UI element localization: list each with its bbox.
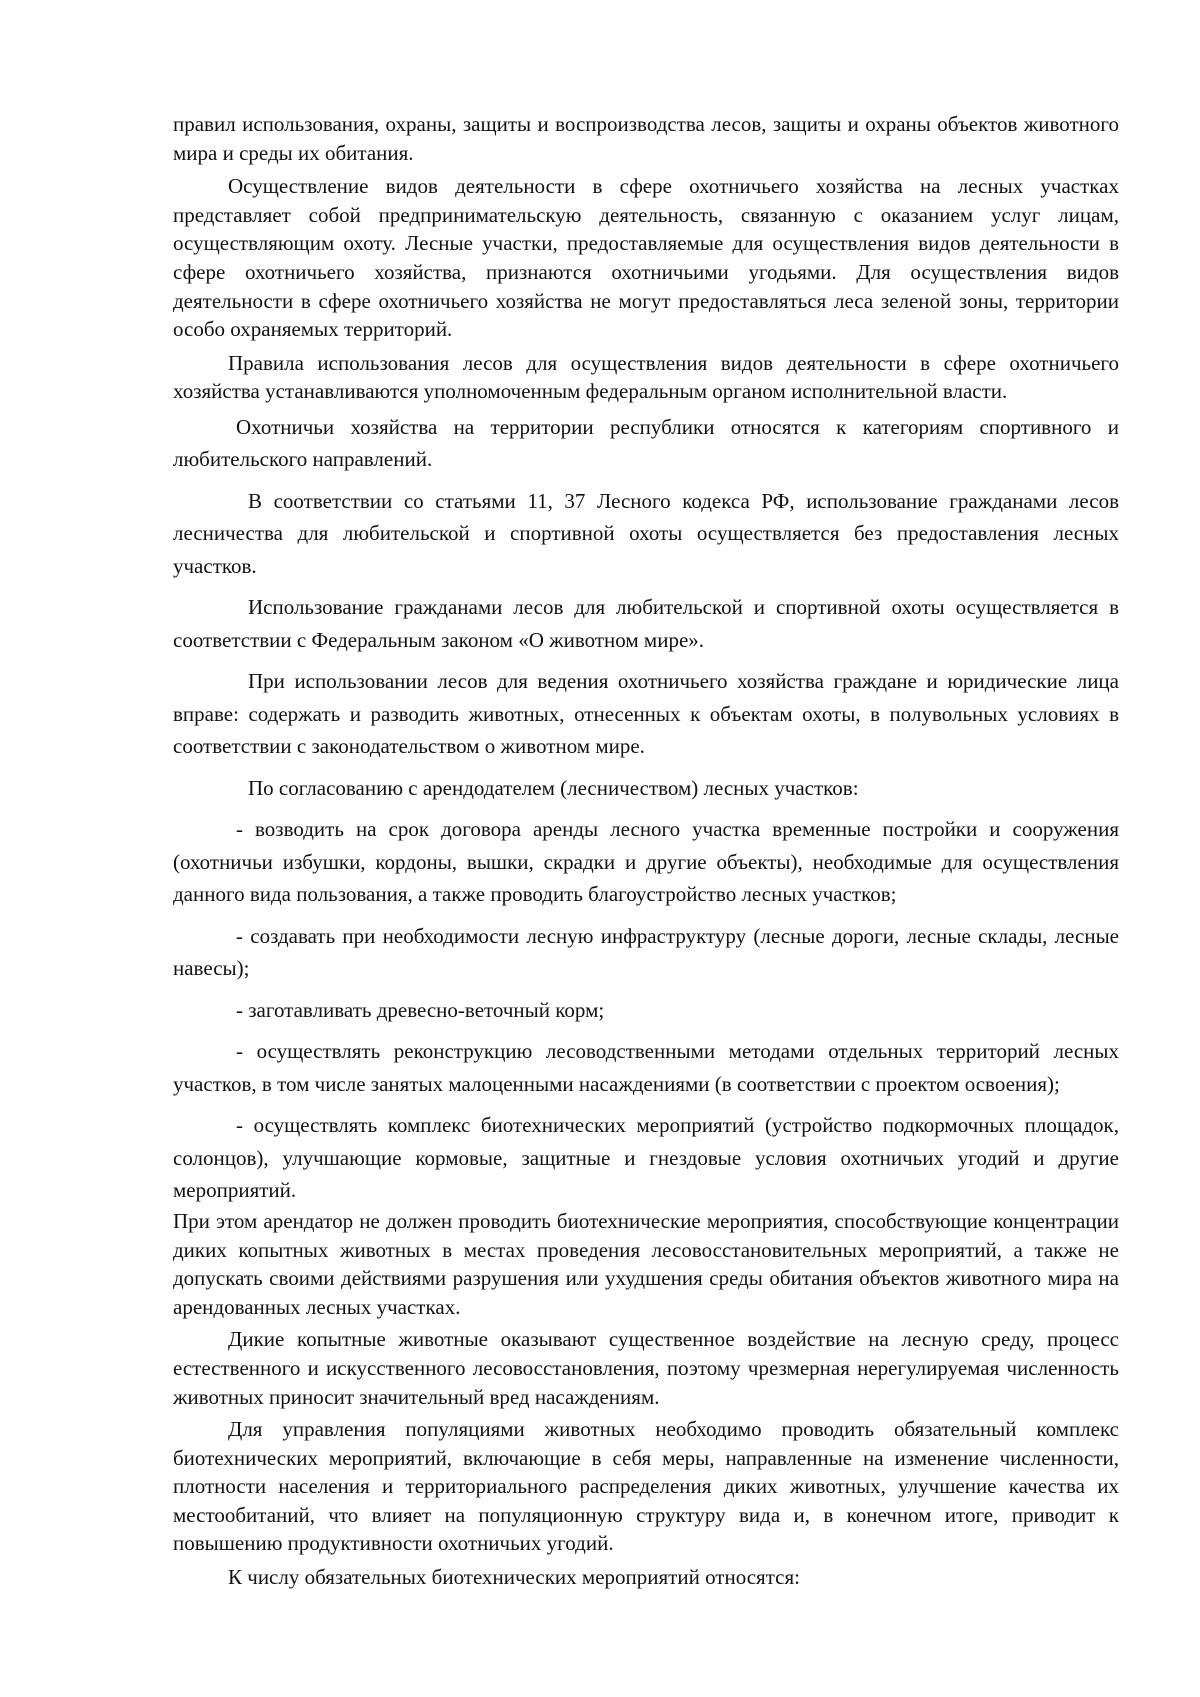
paragraph: При этом арендатор не должен проводить биотехнические мероприятия, способствующие концентрации диких копытных животных в местах проведения лесовосстановительных мероприятий, а также не допускать своими действиями разрушения или ухудшения среды обитания объектов животного мира на арендованных лесных участках.: [173, 1208, 1119, 1319]
paragraph: Осуществление видов деятельности в сфере охотничьего хозяйства на лесных участках представляет собой предпринимательскую деятельность, связанную с оказанием услуг лицам, осуществляющим охоту. Лесные участки, предоставляемые для осуществления видов деятельности в сфере охотничьего хозяйства, признаются охотничьими угодьями. Для осуществления видов деятельности в сфере охотничьего хозяйства не могут предоставляться леса зеленой зоны, территории особо охраняемых территорий.: [173, 174, 1119, 342]
paragraph: Дикие копытные животные оказывают существенное воздействие на лесную среду, процесс естественного и искусственного лесовосстановления, поэтому чрезмерная нерегулируемая численность животных приносит значительный вред насаждениям.: [173, 1327, 1119, 1409]
paragraph: Правила использования лесов для осуществления видов деятельности в сфере охотничьего хозяйства устанавливаются уполномоченным федеральным органом исполнительной власти.: [173, 350, 1119, 404]
list-item: - создавать при необходимости лесную инфраструктуру (лесные дороги, лесные склады, лесные навесы);: [173, 923, 1119, 981]
paragraph: Для управления популяциями животных необходимо проводить обязательный комплекс биотехнических мероприятий, включающие в себя меры, направленные на изменение численности, плотности населения и территориального распределения диких животных, улучшение качества их местообитаний, что влияет на популяционную структуру вида и, в конечном итоге, приводит к повышению продуктивности охотничьих угодий.: [173, 1417, 1119, 1556]
list-item: - осуществлять реконструкцию лесоводственными методами отдельных территорий лесных участков, в том числе занятых малоценными насаждениями (в соответствии с проектом освоения);: [173, 1039, 1119, 1096]
paragraph: В соответствии со статьями 11, 37 Лесного кодекса РФ, использование гражданами лесов лесничества для любительской и спортивной охоты осуществляется без предоставления лесных участков.: [173, 488, 1119, 578]
paragraph: правил использования, охраны, защиты и воспроизводства лесов, защиты и охраны объектов животного мира и среды их обитания.: [173, 112, 1119, 165]
paragraph: По согласованию с арендодателем (лесничеством) лесных участков:: [248, 775, 859, 800]
paragraph: При использовании лесов для ведения охотничьего хозяйства граждане и юридические лица вправе: содержать и разводить животных, отнесенных к объектам охоты, в полувольных условиях в соответствии с законодательством о животном мире.: [173, 669, 1119, 759]
list-item: - заготавливать древесно-веточный корм;: [236, 997, 605, 1022]
document-body: [173, 110, 1119, 1592]
list-item: - возводить на срок договора аренды лесного участка временные постройки и сооружения (охотничьи избушки, кордоны, вышки, скрадки и другие объекты), необходимые для осуществления данного вида пользования, а также проводить благоустройство лесных участков;: [173, 817, 1119, 907]
paragraph: Использование гражданами лесов для любительской и спортивной охоты осуществляется в соответствии с Федеральным законом «О животном мире».: [173, 595, 1119, 652]
paragraph: К числу обязательных биотехнических мероприятий относятся:: [228, 1565, 800, 1590]
list-item: - осуществлять комплекс биотехнических мероприятий (устройство подкормочных площадок, солонцов), улучшающие кормовые, защитные и гнездовые условия охотничьих угодий и другие мероприятий.: [173, 1113, 1119, 1203]
paragraph: Охотничьи хозяйства на территории республики относятся к категориям спортивного и любительского направлений.: [173, 414, 1119, 472]
